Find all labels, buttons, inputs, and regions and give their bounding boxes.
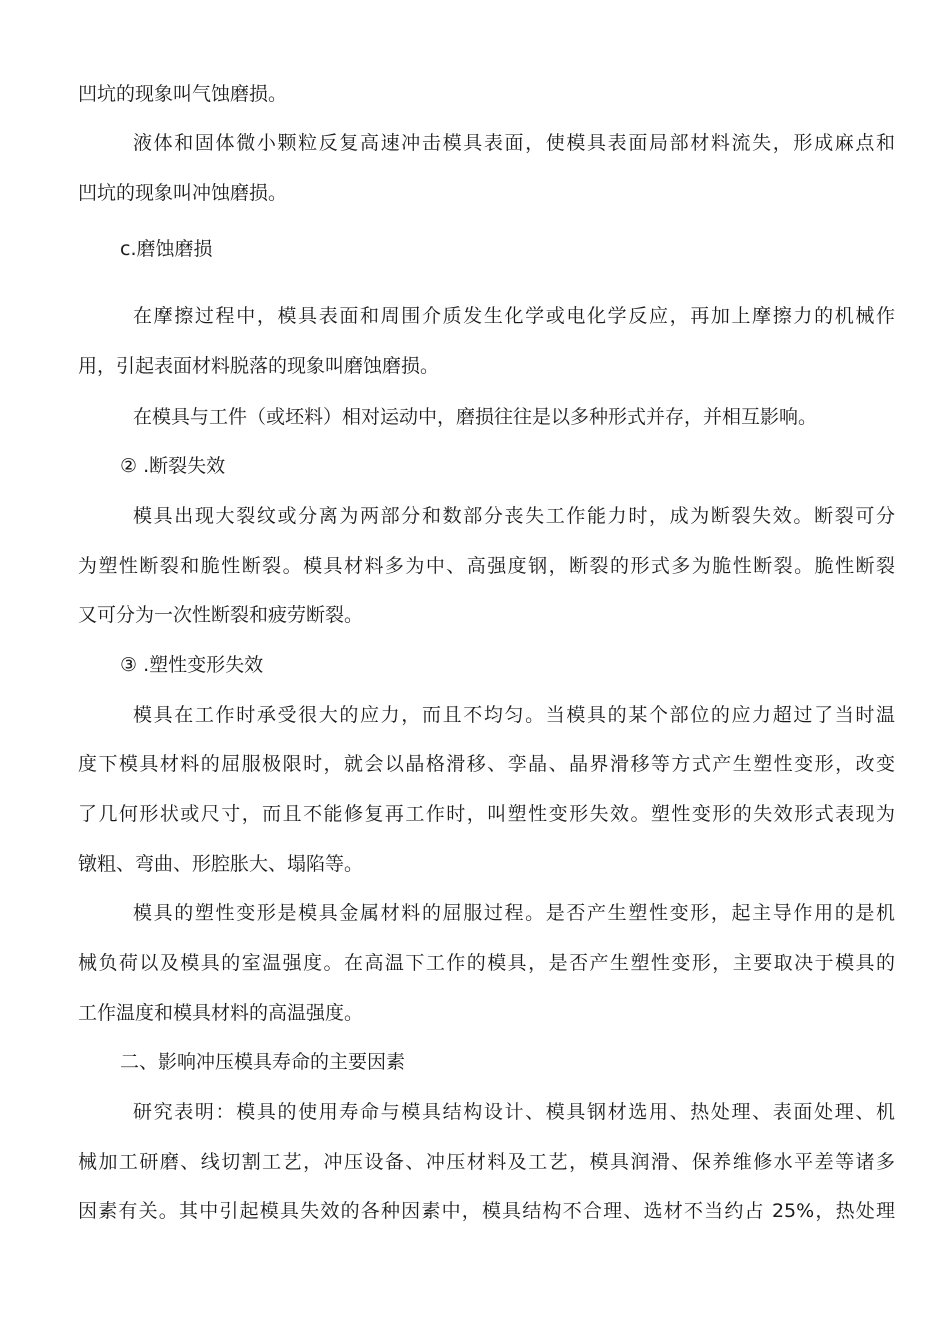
- text-line: 凹坑的现象叫气蚀磨损。: [78, 83, 288, 105]
- text-line: 凹坑的现象叫冲蚀磨损。: [78, 182, 288, 204]
- text-line: 模具的塑性变形是模具金属材料的屈服过程。是否产生塑性变形，起主导作用的是机: [133, 902, 895, 924]
- text-line: 度下模具材料的屈服极限时，就会以晶格滑移、孪晶、晶界滑移等方式产生塑性变形，改变: [78, 753, 895, 775]
- text-line: 模具在工作时承受很大的应力，而且不均匀。当模具的某个部位的应力超过了当时温: [133, 704, 895, 726]
- text-line: 镦粗、弯曲、形腔胀大、塌陷等。: [78, 853, 364, 875]
- text-line: 液体和固体微小颗粒反复高速冲击模具表面，使模具表面局部材料流失，形成麻点和: [133, 132, 895, 154]
- text-line: 工作温度和模具材料的高温强度。: [78, 1002, 364, 1024]
- section-heading: 二、影响冲压模具寿命的主要因素: [120, 1051, 406, 1073]
- text-line: 械加工研磨、线切割工艺，冲压设备、冲压材料及工艺，模具润滑、保养维修水平差等诸多: [78, 1151, 895, 1173]
- text-line: 在摩擦过程中，模具表面和周围介质发生化学或电化学反应，再加上摩擦力的机械作: [133, 305, 895, 327]
- text-line: 械负荷以及模具的室温强度。在高温下工作的模具，是否产生塑性变形，主要取决于模具的: [78, 952, 895, 974]
- text-line: 了几何形状或尺寸，而且不能修复再工作时，叫塑性变形失效。塑性变形的失效形式表现为: [78, 803, 895, 825]
- section-heading: ③ .塑性变形失效: [120, 654, 264, 676]
- text-line: 研究表明：模具的使用寿命与模具结构设计、模具钢材选用、热处理、表面处理、机: [133, 1101, 895, 1123]
- section-heading: c.磨蚀磨损: [120, 238, 213, 260]
- text-line: 模具出现大裂纹或分离为两部分和数部分丧失工作能力时，成为断裂失效。断裂可分: [133, 505, 895, 527]
- section-heading: ② .断裂失效: [120, 455, 226, 477]
- text-line: 又可分为一次性断裂和疲劳断裂。: [78, 604, 364, 626]
- text-line: 用，引起表面材料脱落的现象叫磨蚀磨损。: [78, 355, 440, 377]
- text-line: 为塑性断裂和脆性断裂。模具材料多为中、高强度钢，断裂的形式多为脆性断裂。脆性断裂: [78, 555, 895, 577]
- text-line: 在模具与工件（或坯料）相对运动中，磨损往往是以多种形式并存，并相互影响。: [133, 406, 818, 428]
- text-line: 因素有关。其中引起模具失效的各种因素中，模具结构不合理、选材不当约占 25%，热处理: [78, 1200, 895, 1222]
